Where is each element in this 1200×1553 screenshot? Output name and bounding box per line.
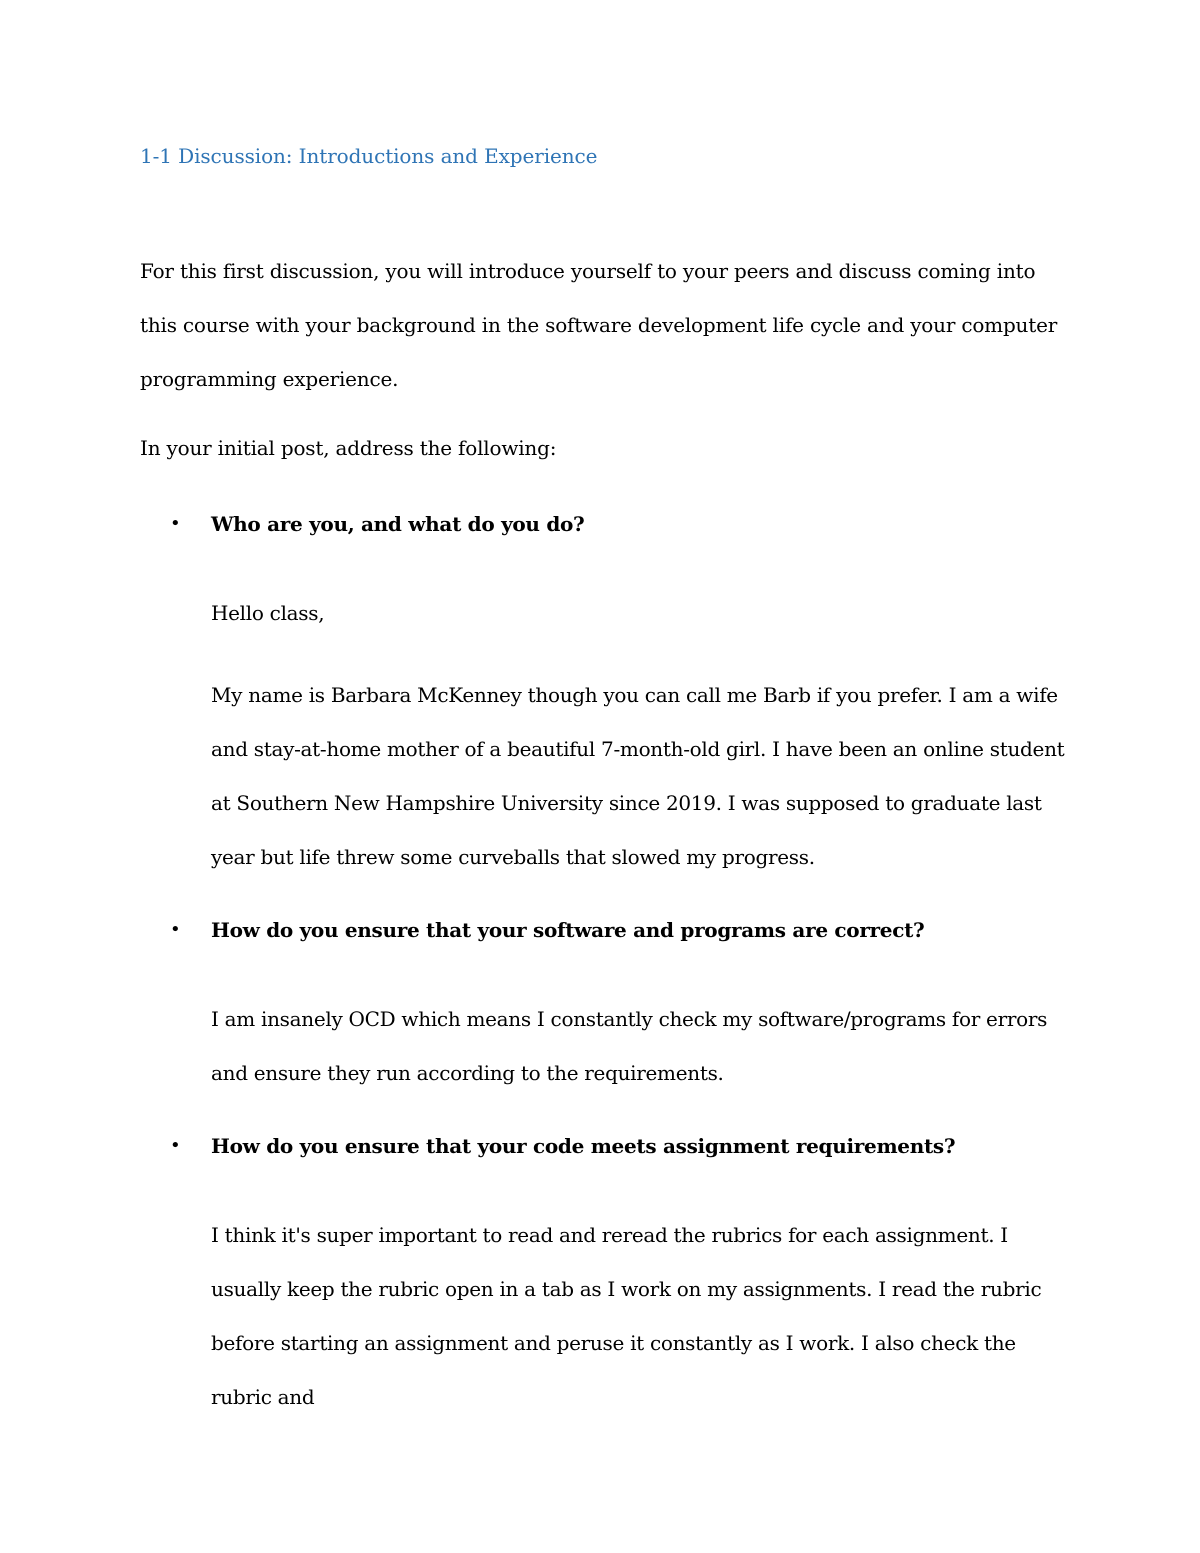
intro-paragraph: For this first discussion, you will introduce yourself to your peers and discuss coming into this course with your background in the software development life cycle and your computer programming experience. <box>140 259 1058 391</box>
list-item-code-requirements <box>140 1128 1070 1424</box>
document-content <box>140 138 1070 1452</box>
answer-paragraph: I think it's super important to read and reread the rubrics for each assignment. I usually keep the rubric open in a tab as I work on my assignments. I read the rubric before starting an assignment and peruse it constantly as I work. I also check the rubric and <box>211 1223 1042 1409</box>
list-item-who-are-you <box>140 506 1070 884</box>
bullet-icon: • <box>170 1135 181 1156</box>
question-heading: How do you ensure that your code meets assignment requirements? <box>211 1134 956 1158</box>
question-list <box>140 506 1070 1424</box>
bullet-icon: • <box>170 513 181 534</box>
bullet-icon: • <box>170 919 181 940</box>
answer-greeting: Hello class, <box>211 601 325 625</box>
answer-paragraph: I am insanely OCD which means I constantly check my software/programs for errors and ensure they run according to the requirements. <box>211 1007 1048 1085</box>
answer-paragraph: My name is Barbara McKenney though you can call me Barb if you prefer. I am a wife and stay-at-home mother of a beautiful 7-month-old girl. I have been an online student at Southern New Hampshire University since 2019. I was supposed to graduate last year but life threw some curveballs that slowed my progress. <box>211 683 1065 869</box>
list-item-software-correct <box>140 912 1070 1100</box>
question-heading: Who are you, and what do you do? <box>211 512 585 536</box>
question-heading: How do you ensure that your software and programs are correct? <box>211 918 925 942</box>
prompt-paragraph: In your initial post, address the following: <box>140 436 557 460</box>
page-title: 1-1 Discussion: Introductions and Experience <box>140 144 598 168</box>
